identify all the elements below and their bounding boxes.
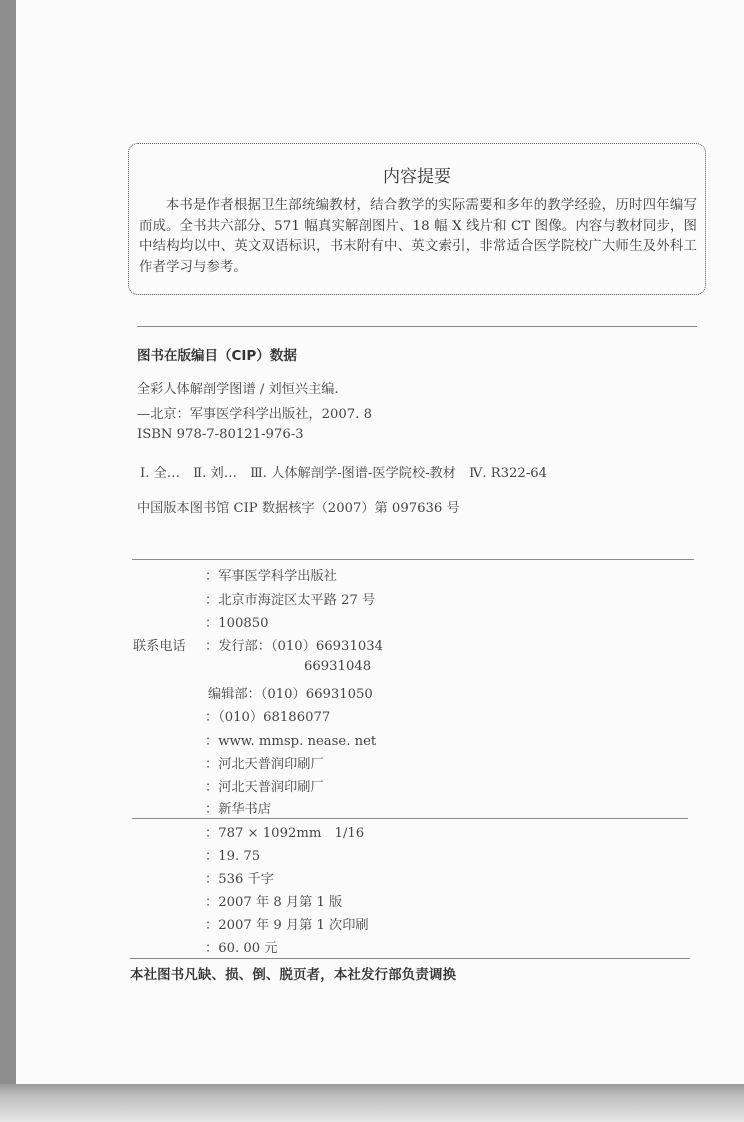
cip-classification: Ⅰ. 全… Ⅱ. 刘… Ⅲ. 人体解剖学-图谱-医学院校-教材 Ⅳ. R322-64 — [140, 466, 548, 481]
info-top-rule — [132, 559, 694, 560]
footer-note: 本社图书凡缺、损、倒、脱页者，本社发行部负责调换 — [130, 968, 457, 983]
cip-heading: 图书在版编目（CIP）数据 — [137, 348, 297, 364]
page-edge-left — [0, 0, 16, 1090]
summary-title: 内容提要 — [383, 167, 451, 187]
cip-number: 中国版本图书馆 CIP 数据核字（2007）第 097636 号 — [137, 501, 460, 516]
info-phone-second: 66931048 — [304, 659, 372, 674]
info-bottom-rule — [130, 958, 690, 959]
summary-body: 本书是作者根据卫生部统编教材，结合教学的实际需要和多年的教学经验，历时四年编写而成。全书共六部分、571 幅真实解剖图片、18 幅 X 线片和 CT 图像。内容与教材同步，图中结构均以中、英文双语标识，书末附有中、英文索引，非常适合医学院校广大师生及外科工作者学习与参考。 — [139, 198, 697, 275]
info-mid-rule — [132, 818, 688, 819]
cip-title-line: 全彩人体解剖学图谱 / 刘恒兴主编. — [137, 382, 339, 397]
info-value-publisher: ：军事医学科学出版社 — [205, 569, 337, 584]
cip-isbn: ISBN 978-7-80121-976-3 — [137, 427, 304, 442]
info-phone-editorial: 编辑部：（010）66931050 — [208, 687, 373, 702]
cip-publisher-line: —北京：军事医学科学出版社，2007. 8 — [137, 407, 372, 422]
cip-top-rule — [137, 326, 697, 327]
page-edge-bottom — [0, 1084, 744, 1122]
summary-box — [128, 143, 706, 295]
